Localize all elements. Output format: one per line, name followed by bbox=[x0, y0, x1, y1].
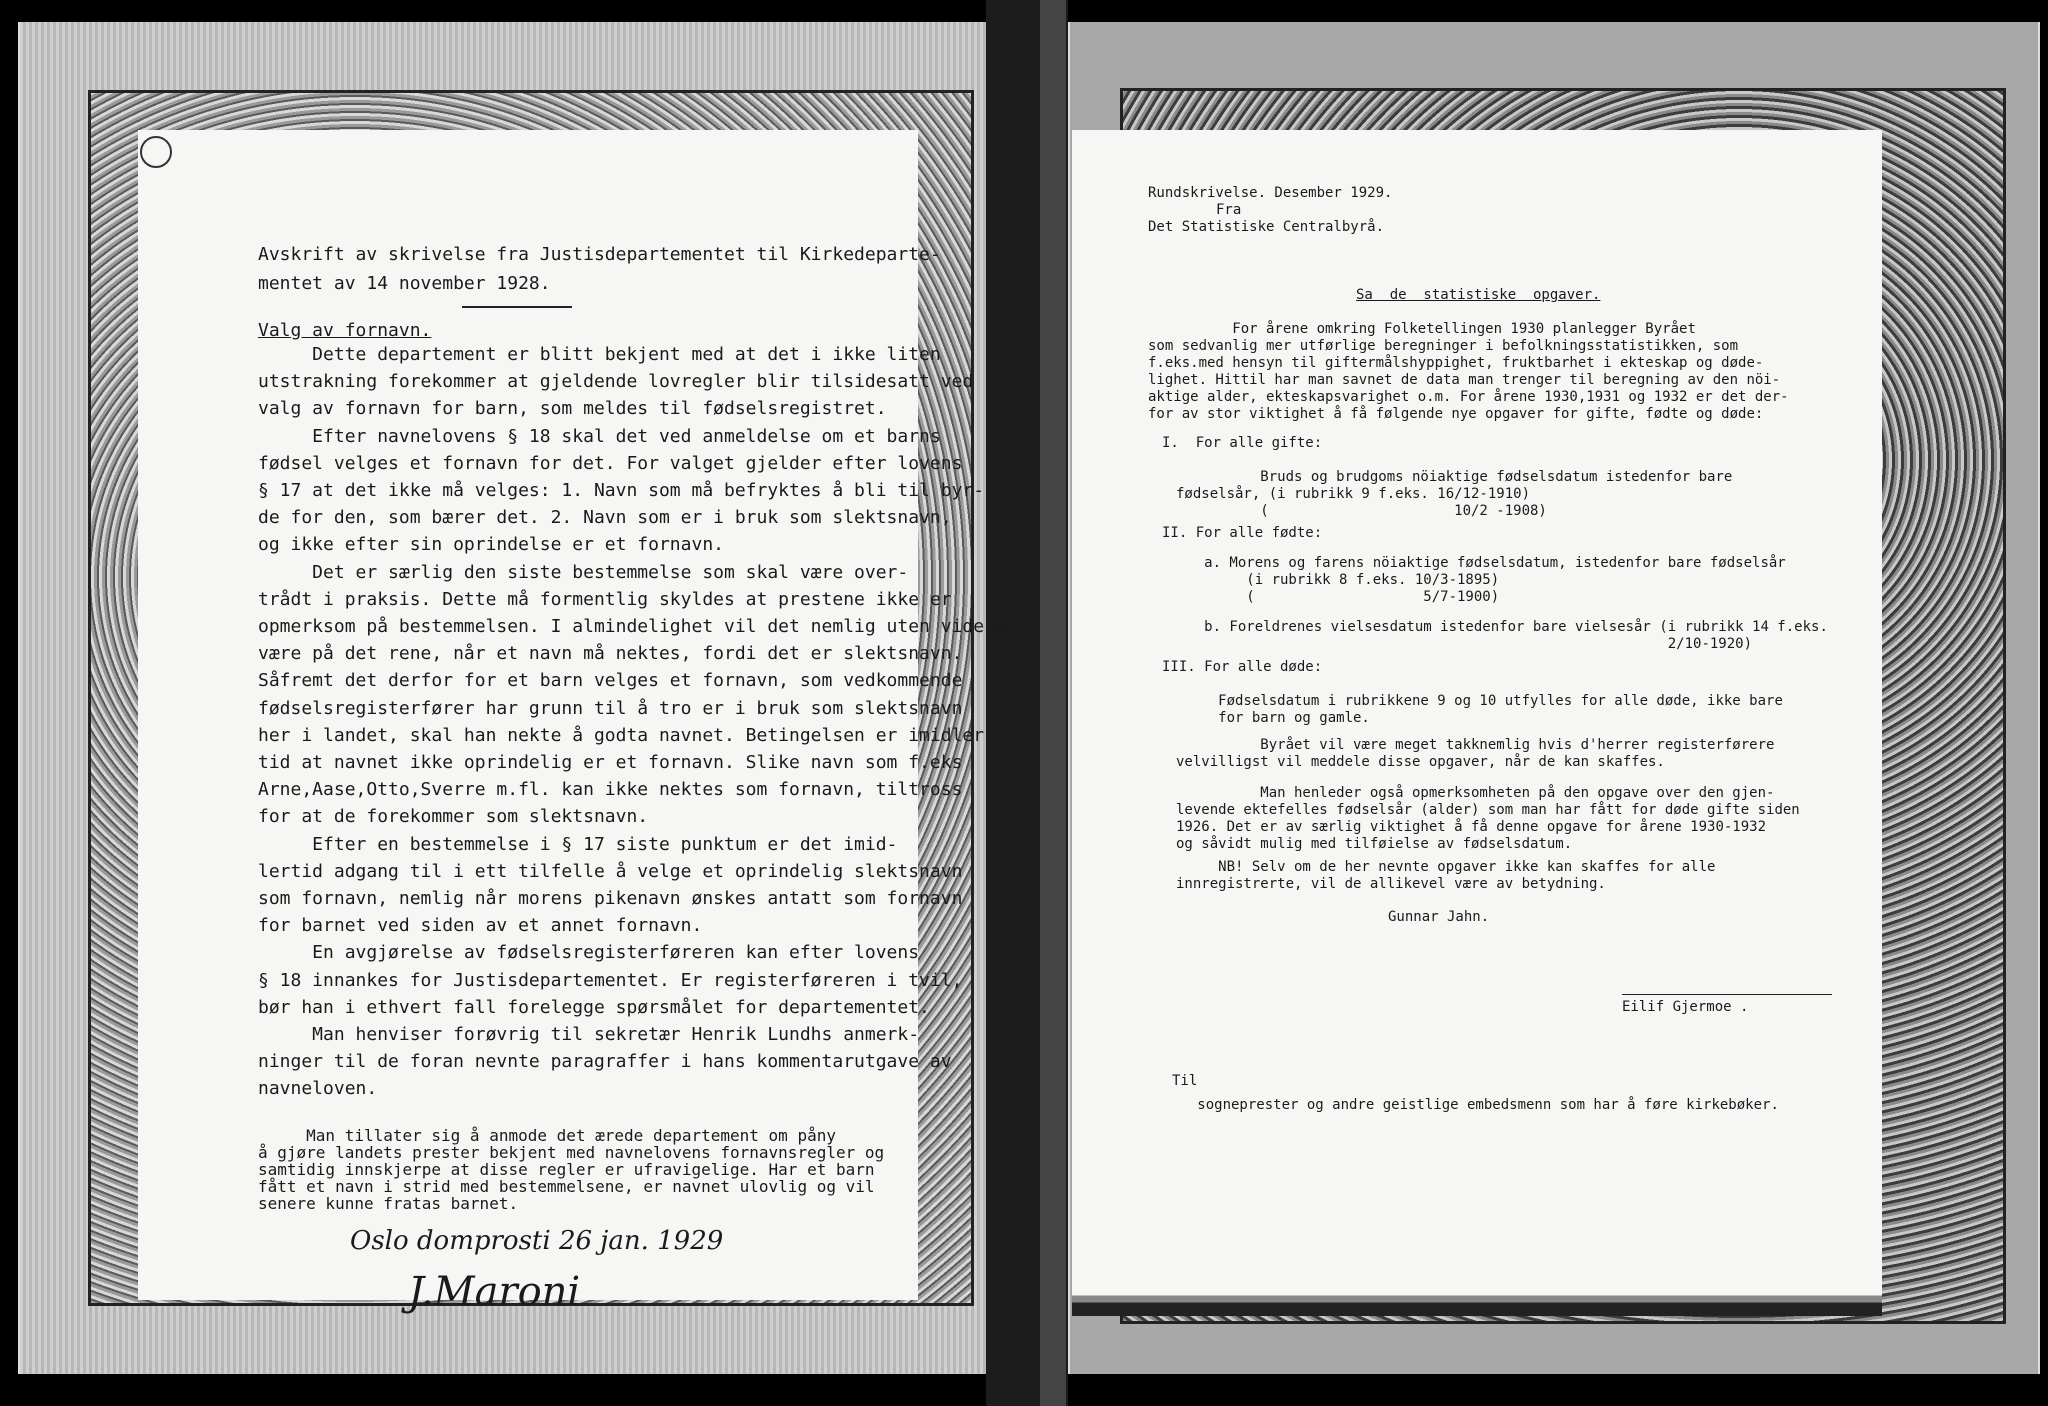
right-header-3: Det Statistiske Centralbyrå. bbox=[1148, 219, 1385, 235]
signature-rule bbox=[1622, 994, 1832, 995]
signed-eilif-gjermoe: Eilif Gjermoe . bbox=[1622, 999, 1749, 1015]
paragraph-2-line-3: 1926. Det er av særlig viktighet å få denne opgave for årene 1930-1932 bbox=[1176, 819, 1767, 835]
left-body-line: de for den, som bærer det. 2. Navn som er i bruk som slektsnavn, bbox=[258, 507, 952, 529]
left-body-line: Såfremt det derfor for et barn velges et fornavn, som vedkommende bbox=[258, 670, 963, 692]
paragraph-2-line-4: og såvidt mulig med tilføielse av fødselsdatum. bbox=[1176, 836, 1573, 852]
paragraph-2-line-2: levende ektefelles fødselsår (alder) som man har fått for døde gifte siden bbox=[1176, 802, 1800, 818]
left-body-line: for at de forekommer som slektsnavn. bbox=[258, 806, 649, 828]
left-body-line: som fornavn, nemlig når morens pikenavn ønskes antatt som fornavn bbox=[258, 888, 963, 909]
left-body-small-line: å gjøre landets prester bekjent med navnelovens fornavnsregler og bbox=[258, 1143, 885, 1162]
stamp-icon bbox=[140, 136, 172, 168]
left-body-line: § 18 innankes for Justisdepartementet. Er registerføreren i tvil, bbox=[258, 969, 963, 991]
right-body-line: for av stor viktighet å få følgende nye opgaver for gifte, fødte og døde: bbox=[1148, 406, 1764, 422]
section-3-text-2: for barn og gamle. bbox=[1176, 710, 1370, 726]
left-body-line: bør han i ethvert fall forelegge spørsmålet for departementet. bbox=[258, 996, 930, 1018]
left-body-line: fødselsregisterfører har grunn til å tro er i bruk som slektsnavn bbox=[258, 697, 963, 719]
left-body-small-line: fått et navn i strid med bestemmelsene, er navnet ulovlig og vil bbox=[258, 1177, 875, 1196]
right-body-line: f.eks.med hensyn til giftermålshyppighet, fruktbarhet i ekteskap og døde- bbox=[1148, 355, 1764, 371]
signed-gunnar-jahn: Gunnar Jahn. bbox=[1388, 909, 1490, 925]
paragraph-3-line-2: innregistrerte, vil de allikevel være av betydning. bbox=[1176, 876, 1606, 892]
left-body-line: lertid adgang til i ett tilfelle å velge et oprindelig slektsnavn bbox=[258, 860, 963, 882]
left-signature: J.Maroni bbox=[408, 1269, 581, 1315]
left-body-small-line: senere kunne fratas barnet. bbox=[258, 1194, 519, 1213]
left-body-line: her i landet, skal han nekte å godta navnet. Betingelsen er imidler- bbox=[258, 724, 995, 746]
section-2b-1: b. Foreldrenes vielsesdatum istedenfor bare vielsesår (i rubrikk 14 f.eks. bbox=[1162, 619, 1828, 635]
paragraph-1-line-2: velvilligst vil meddele disse opgaver, når de kan skaffes. bbox=[1176, 754, 1665, 770]
paragraph-1-line-1: Byrået vil være meget takknemlig hvis d'herrer registerførere bbox=[1176, 737, 1775, 753]
til-label: Til bbox=[1172, 1073, 1198, 1089]
left-body-line: trådt i praksis. Dette må formentlig skyldes at prestene ikke er bbox=[258, 588, 952, 610]
left-signature-line: Oslo domprosti 26 jan. 1929 bbox=[350, 1226, 724, 1256]
left-body-line: § 17 at det ikke må velges: 1. Navn som må befryktes å bli til byr- bbox=[258, 480, 985, 501]
left-heading-1: Avskrift av skrivelse fra Justisdepartementet til Kirkedeparte- bbox=[258, 244, 941, 265]
left-body-line: navneloven. bbox=[258, 1078, 378, 1100]
left-body-small-line: samtidig innskjerpe at disse regler er ufravigelige. Har et barn bbox=[258, 1160, 875, 1179]
section-1: I. For alle gifte: bbox=[1162, 435, 1323, 451]
section-2a-2: (i rubrikk 8 f.eks. 10/3-1895) bbox=[1162, 572, 1500, 588]
right-title: Sa de statistiske opgaver. bbox=[1356, 287, 1601, 303]
section-2: II. For alle fødte: bbox=[1162, 525, 1323, 541]
left-body-line: Efter en bestemmelse i § 17 siste punktum er det imid- bbox=[258, 833, 898, 855]
right-body-line: som sedvanlig mer utførlige beregninger i befolkningsstatistikken, som bbox=[1148, 338, 1739, 354]
right-header-1: Rundskrivelse. Desember 1929. bbox=[1148, 185, 1393, 201]
section-3: III. For alle døde: bbox=[1162, 659, 1323, 675]
left-body-line: Man henviser forøvrig til sekretær Henrik Lundhs anmerk- bbox=[258, 1024, 920, 1045]
right-body-line: aktige alder, ekteskapsvarighet o.m. For årene 1930,1931 og 1932 er det der- bbox=[1148, 389, 1789, 405]
left-heading-2: mentet av 14 november 1928. bbox=[258, 273, 551, 294]
divider bbox=[462, 306, 572, 308]
torn-edge bbox=[1072, 1282, 1882, 1316]
paragraph-3-line-1: NB! Selv om de her nevnte opgaver ikke kan skaffes for alle bbox=[1176, 859, 1716, 875]
right-header-2: Fra bbox=[1216, 202, 1242, 218]
left-body-line: Det er særlig den siste bestemmelse som skal være over- bbox=[258, 561, 909, 583]
left-body-line: være på det rene, når et navn må nektes, fordi det er slektsnavn. bbox=[258, 643, 963, 665]
left-body-line: Arne,Aase,Otto,Sverre m.fl. kan ikke nektes som fornavn, tiltross bbox=[258, 779, 963, 801]
section-3-text-1: Fødselsdatum i rubrikkene 9 og 10 utfylles for alle døde, ikke bare bbox=[1176, 693, 1783, 709]
left-body-line: valg av fornavn for barn, som meldes til fødselsregistret. bbox=[258, 398, 887, 420]
left-body-line: tid at navnet ikke oprindelig er et fornavn. Slike navn som f.eks bbox=[258, 752, 963, 773]
left-body-line: og ikke efter sin oprindelse er et fornavn. bbox=[258, 534, 724, 556]
section-2b-2: 2/10-1920) bbox=[1162, 636, 1753, 652]
left-body-line: for barnet ved siden av et annet fornavn. bbox=[258, 915, 703, 937]
spine-tape bbox=[1040, 0, 1066, 1406]
left-body-line: Dette departement er blitt bekjent med at det i ikke liten bbox=[258, 344, 941, 365]
right-body-line: For årene omkring Folketellingen 1930 planlegger Byrået bbox=[1148, 321, 1696, 337]
left-body-line: fødsel velges et fornavn for det. For valget gjelder efter lovens bbox=[258, 452, 963, 474]
section-1-text-3: ( 10/2 -1908) bbox=[1176, 503, 1547, 519]
left-body-line: utstrakning forekommer at gjeldende lovregler blir tilsidesatt ved bbox=[258, 371, 974, 393]
section-1-text-1: Bruds og brudgoms nöiaktige fødselsdatum istedenfor bare bbox=[1176, 469, 1733, 485]
section-2a-1: a. Morens og farens nöiaktige fødselsdatum, istedenfor bare fødselsår bbox=[1162, 555, 1786, 571]
left-body-line: opmerksom på bestemmelsen. I almindelighet vil det nemlig uten videre bbox=[258, 616, 1006, 637]
paragraph-2-line-1: Man henleder også opmerksomheten på den opgave over den gjen- bbox=[1176, 785, 1775, 801]
right-body-line: lighet. Hittil har man savnet de data man trenger til beregning av den nöi- bbox=[1148, 372, 1781, 388]
section-1-text-2: fødselsår, (i rubrikk 9 f.eks. 16/12-1910) bbox=[1176, 486, 1531, 502]
left-body-line: En avgjørelse av fødselsregisterføreren kan efter lovens bbox=[258, 942, 920, 964]
section-2a-3: ( 5/7-1900) bbox=[1162, 589, 1500, 605]
left-subheading: Valg av fornavn. bbox=[258, 320, 432, 341]
left-body-line: ninger til de foran nevnte paragraffer i hans kommentarutgave av bbox=[258, 1051, 952, 1073]
left-body-small-line: Man tillater sig å anmode det ærede departement om påny bbox=[258, 1126, 836, 1145]
recipients: sogneprester og andre geistlige embedsmenn som har å føre kirkebøker. bbox=[1172, 1097, 1779, 1113]
left-body-line: Efter navnelovens § 18 skal det ved anmeldelse om et barns bbox=[258, 425, 941, 447]
